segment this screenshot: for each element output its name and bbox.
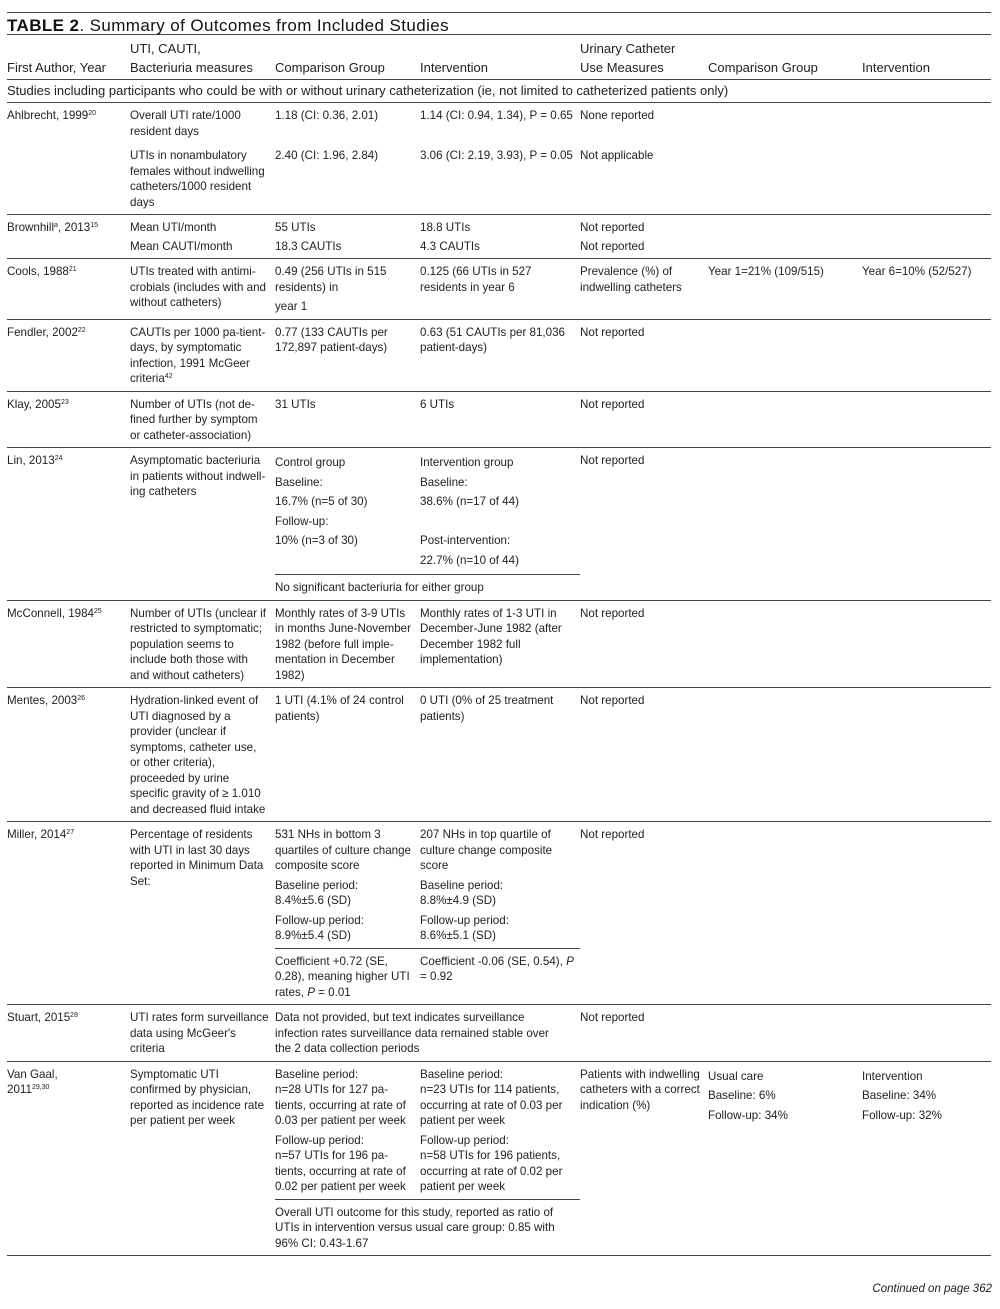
table-row — [7, 1005, 991, 1062]
header-uti-measures: UTI, CAUTI, Bacteriuria measures — [130, 35, 275, 80]
continued-note: Continued on page 362 — [872, 1283, 992, 1295]
table-title — [7, 16, 449, 35]
intervention-cell: 6 UTIs — [420, 391, 580, 448]
comparison-cell: 0.77 (133 CAUTIs per 172,897 patient-days) — [275, 319, 420, 391]
header-first-author: First Author, Year — [7, 35, 130, 80]
table-title-number: TABLE 2 — [7, 16, 80, 35]
catheter-comparison-cell: Usual care Baseline: 6% Follow-up: 34% — [708, 1061, 862, 1256]
comparison-cell: 55 UTIs — [275, 221, 316, 234]
table-row — [7, 259, 991, 320]
author-cell: Lin, 2013$^{24}$ — [7, 448, 130, 601]
header-catheter-intervention: Intervention — [862, 35, 991, 80]
author-cell: McConnell, 1984$^{25}$ — [7, 600, 130, 688]
catheter-intervention-cell: Intervention Baseline: 34% Follow-up: 32% — [862, 1061, 991, 1256]
header-row — [7, 35, 991, 80]
table-row — [7, 822, 991, 949]
catheter-use-cell: Prevalence (%) of indwelling catheters — [580, 259, 708, 320]
outcomes-table — [7, 35, 991, 1256]
comparison-intervention-cell: Data not provided, but text indicates surveillance infection rates surveillance data remained stable over the 2 data collection periods — [275, 1005, 580, 1062]
intervention-cell: 0.63 (51 CAUTIs per 81,036 patient-days) — [420, 319, 580, 391]
measure-cell: Number of UTIs (unclear if restricted to symptomatic; population seems to include both those with and without catheters) — [130, 600, 275, 688]
catheter-use-cell: Not reported — [580, 688, 708, 822]
comparison-coefficient-cell: Coefficient +0.72 (SE, 0.28), meaning higher UTI rates, P = 0.01 — [275, 948, 420, 1005]
intervention-cell: 207 NHs in top quartile of culture change composite score Baseline period: 8.8%±4.9 (SD) Follow-up period: 8.6%±5.1 (SD) — [420, 828, 553, 942]
intervention-coefficient-cell: Coefficient -0.06 (SE, 0.54), P = 0.92 — [420, 948, 580, 1005]
measure-cell: Overall UTI rate/1000 resident days — [130, 109, 241, 138]
author-cell: Ahlbrecht, 1999$^{20}$ — [7, 103, 130, 215]
author-cell: Klay, 2005$^{23}$ — [7, 391, 130, 448]
section-label: Studies including participants who could be with or without urinary catheterization (ie, not limited to catheterized patients only) — [7, 80, 991, 103]
comparison-cell: Monthly rates of 3-9 UTIs in months June-November 1982 (before full imple-mentation in December 1982) — [275, 600, 420, 688]
catheter-use-cell: Not reported — [580, 221, 645, 234]
comparison-cell: 1 UTI (4.1% of 24 control patients) — [275, 688, 420, 822]
measure-cell: Asymptomatic bacteriuria in patients without indwell-ing catheters — [130, 448, 275, 601]
table-page — [7, 12, 991, 1256]
header-catheter-comparison: Comparison Group — [708, 35, 862, 80]
table-row — [7, 391, 991, 448]
author-cell: Stuart, 2015$^{28}$ — [7, 1005, 130, 1062]
comparison-cell: 31 UTIs — [275, 391, 420, 448]
table-row — [7, 319, 991, 391]
table-row — [7, 600, 991, 688]
measure-cell: Number of UTIs (not de-fined further by symptom or catheter-association) — [130, 391, 275, 448]
comparison-cell: 2.40 (CI: 1.96, 2.84) — [275, 143, 420, 215]
table-row — [7, 688, 991, 822]
table-row — [7, 103, 991, 144]
catheter-use-cell: Not reported — [580, 391, 708, 448]
intervention-cell: 18.8 UTIs — [420, 221, 471, 234]
measure-cell: Symptomatic UTI confirmed by physician, reported as incidence rate per patient per week — [130, 1061, 275, 1256]
measure-cell: UTIs treated with antimi-crobials (includes with and without catheters) — [130, 259, 275, 320]
vangaal-note-cell: Overall UTI outcome for this study, reported as ratio of UTIs in intervention versus usual care group: 0.85 with 96% CI: 0.43-1.67 — [275, 1199, 580, 1256]
measure-cell: Hydration-linked event of UTI diagnosed by a provider (unclear if symptoms, catheter use, or other criteria), proceeded by urine specific gravity of ≥ 1.010 and decreased fluid intake — [130, 688, 275, 822]
intervention-cell: Baseline period: n=23 UTIs for 114 patients, occurring at rate of 0.03 per patient per week Follow-up period: n=58 UTIs for 196 patients, occurring at rate of 0.02 per patient per week — [420, 1067, 563, 1193]
intervention-cell: 3.06 (CI: 2.19, 3.93), P = 0.05 — [420, 143, 580, 215]
author-cell: Cools, 1988$^{21}$ — [7, 259, 130, 320]
catheter-use-cell: Not reported — [580, 448, 708, 601]
table-title-bar — [7, 12, 991, 35]
catheter-comparison-cell: Year 1=21% (109/515) — [708, 259, 862, 320]
comparison-cell: 0.49 (256 UTIs in 515 residents) in year 1 — [275, 259, 420, 320]
comparison-cell: 531 NHs in bottom 3 quartiles of culture change composite score Baseline period: 8.4%±5.6 (SD) Follow-up period: 8.9%±5.4 (SD) — [275, 828, 411, 942]
catheter-use-cell: Not reported — [580, 319, 708, 391]
author-cell: Brownhill$^a$, 2013$^{15}$ — [7, 215, 130, 259]
measure-cell: UTIs in nonambulatory females without indwelling catheters/1000 resident days — [130, 143, 275, 215]
measure-cell: Percentage of residents with UTI in last 30 days reported in Minimum Data Set: — [130, 822, 275, 1005]
header-catheter-use: Urinary Catheter Use Measures — [580, 35, 708, 80]
author-cell: Mentes, 2003$^{26}$ — [7, 688, 130, 822]
catheter-use-cell: None reported — [580, 109, 655, 122]
table-row — [7, 448, 991, 575]
header-intervention: Intervention — [420, 35, 580, 80]
intervention-cell: 0.125 (66 UTIs in 527 residents in year 6 — [420, 259, 580, 320]
measure-cell: Mean CAUTI/month — [130, 236, 275, 259]
table-title-text: . Summary of Outcomes from Included Studies — [79, 16, 450, 35]
comparison-cell: 18.3 CAUTIs — [275, 236, 420, 259]
measure-cell: UTI rates form surveillance data using McGeer's criteria — [130, 1005, 275, 1062]
comparison-cell: 1.18 (CI: 0.36, 2.01) — [275, 109, 379, 122]
comparison-cell: Control group Baseline: 16.7% (n=5 of 30) Follow-up: 10% (n=3 of 30) — [275, 456, 368, 547]
measure-cell: CAUTIs per 1000 pa-tient-days, by symptomatic infection, 1991 McGeer criteria$^{42}$ — [130, 319, 275, 391]
catheter-use-cell: Not reported — [580, 822, 708, 1005]
author-cell: Van Gaal, 2011$^{29,30}$ — [7, 1061, 130, 1256]
catheter-intervention-cell: Year 6=10% (52/527) — [862, 259, 991, 320]
intervention-cell: 1.14 (CI: 0.94, 1.34), P = 0.65 — [420, 109, 573, 122]
measure-cell: Mean UTI/month — [130, 221, 217, 234]
lin-note-cell: No significant bacteriuria for either group — [275, 575, 580, 601]
catheter-use-cell: Not reported — [580, 236, 708, 259]
intervention-cell: 4.3 CAUTIs — [420, 236, 580, 259]
comparison-cell: Baseline period: n=28 UTIs for 127 pa-tients, occurring at rate of 0.03 per patient per week Follow-up period: n=57 UTIs for 196 pa-tients, occurring at rate of 0.02 per patient per week — [275, 1067, 406, 1193]
intervention-cell: 0 UTI (0% of 25 treatment patients) — [420, 688, 580, 822]
author-cell: Miller, 2014$^{27}$ — [7, 822, 130, 1005]
catheter-use-cell: Not reported — [580, 600, 708, 688]
table-row — [7, 215, 991, 236]
catheter-use-cell: Not applicable — [580, 143, 708, 215]
author-cell: Fendler, 2002$^{22}$ — [7, 319, 130, 391]
intervention-cell: Monthly rates of 1-3 UTI in December-June 1982 (after December 1982 full implementation) — [420, 600, 580, 688]
intervention-cell: Intervention group Baseline: 38.6% (n=17 of 44) Post-intervention: 22.7% (n=10 of 44) — [420, 456, 519, 567]
catheter-use-cell: Patients with indwelling catheters with a correct indication (%) — [580, 1061, 708, 1256]
catheter-use-cell: Not reported — [580, 1005, 708, 1062]
table-row — [7, 1061, 991, 1199]
header-comparison-group: Comparison Group — [275, 35, 420, 80]
section-row — [7, 80, 991, 103]
